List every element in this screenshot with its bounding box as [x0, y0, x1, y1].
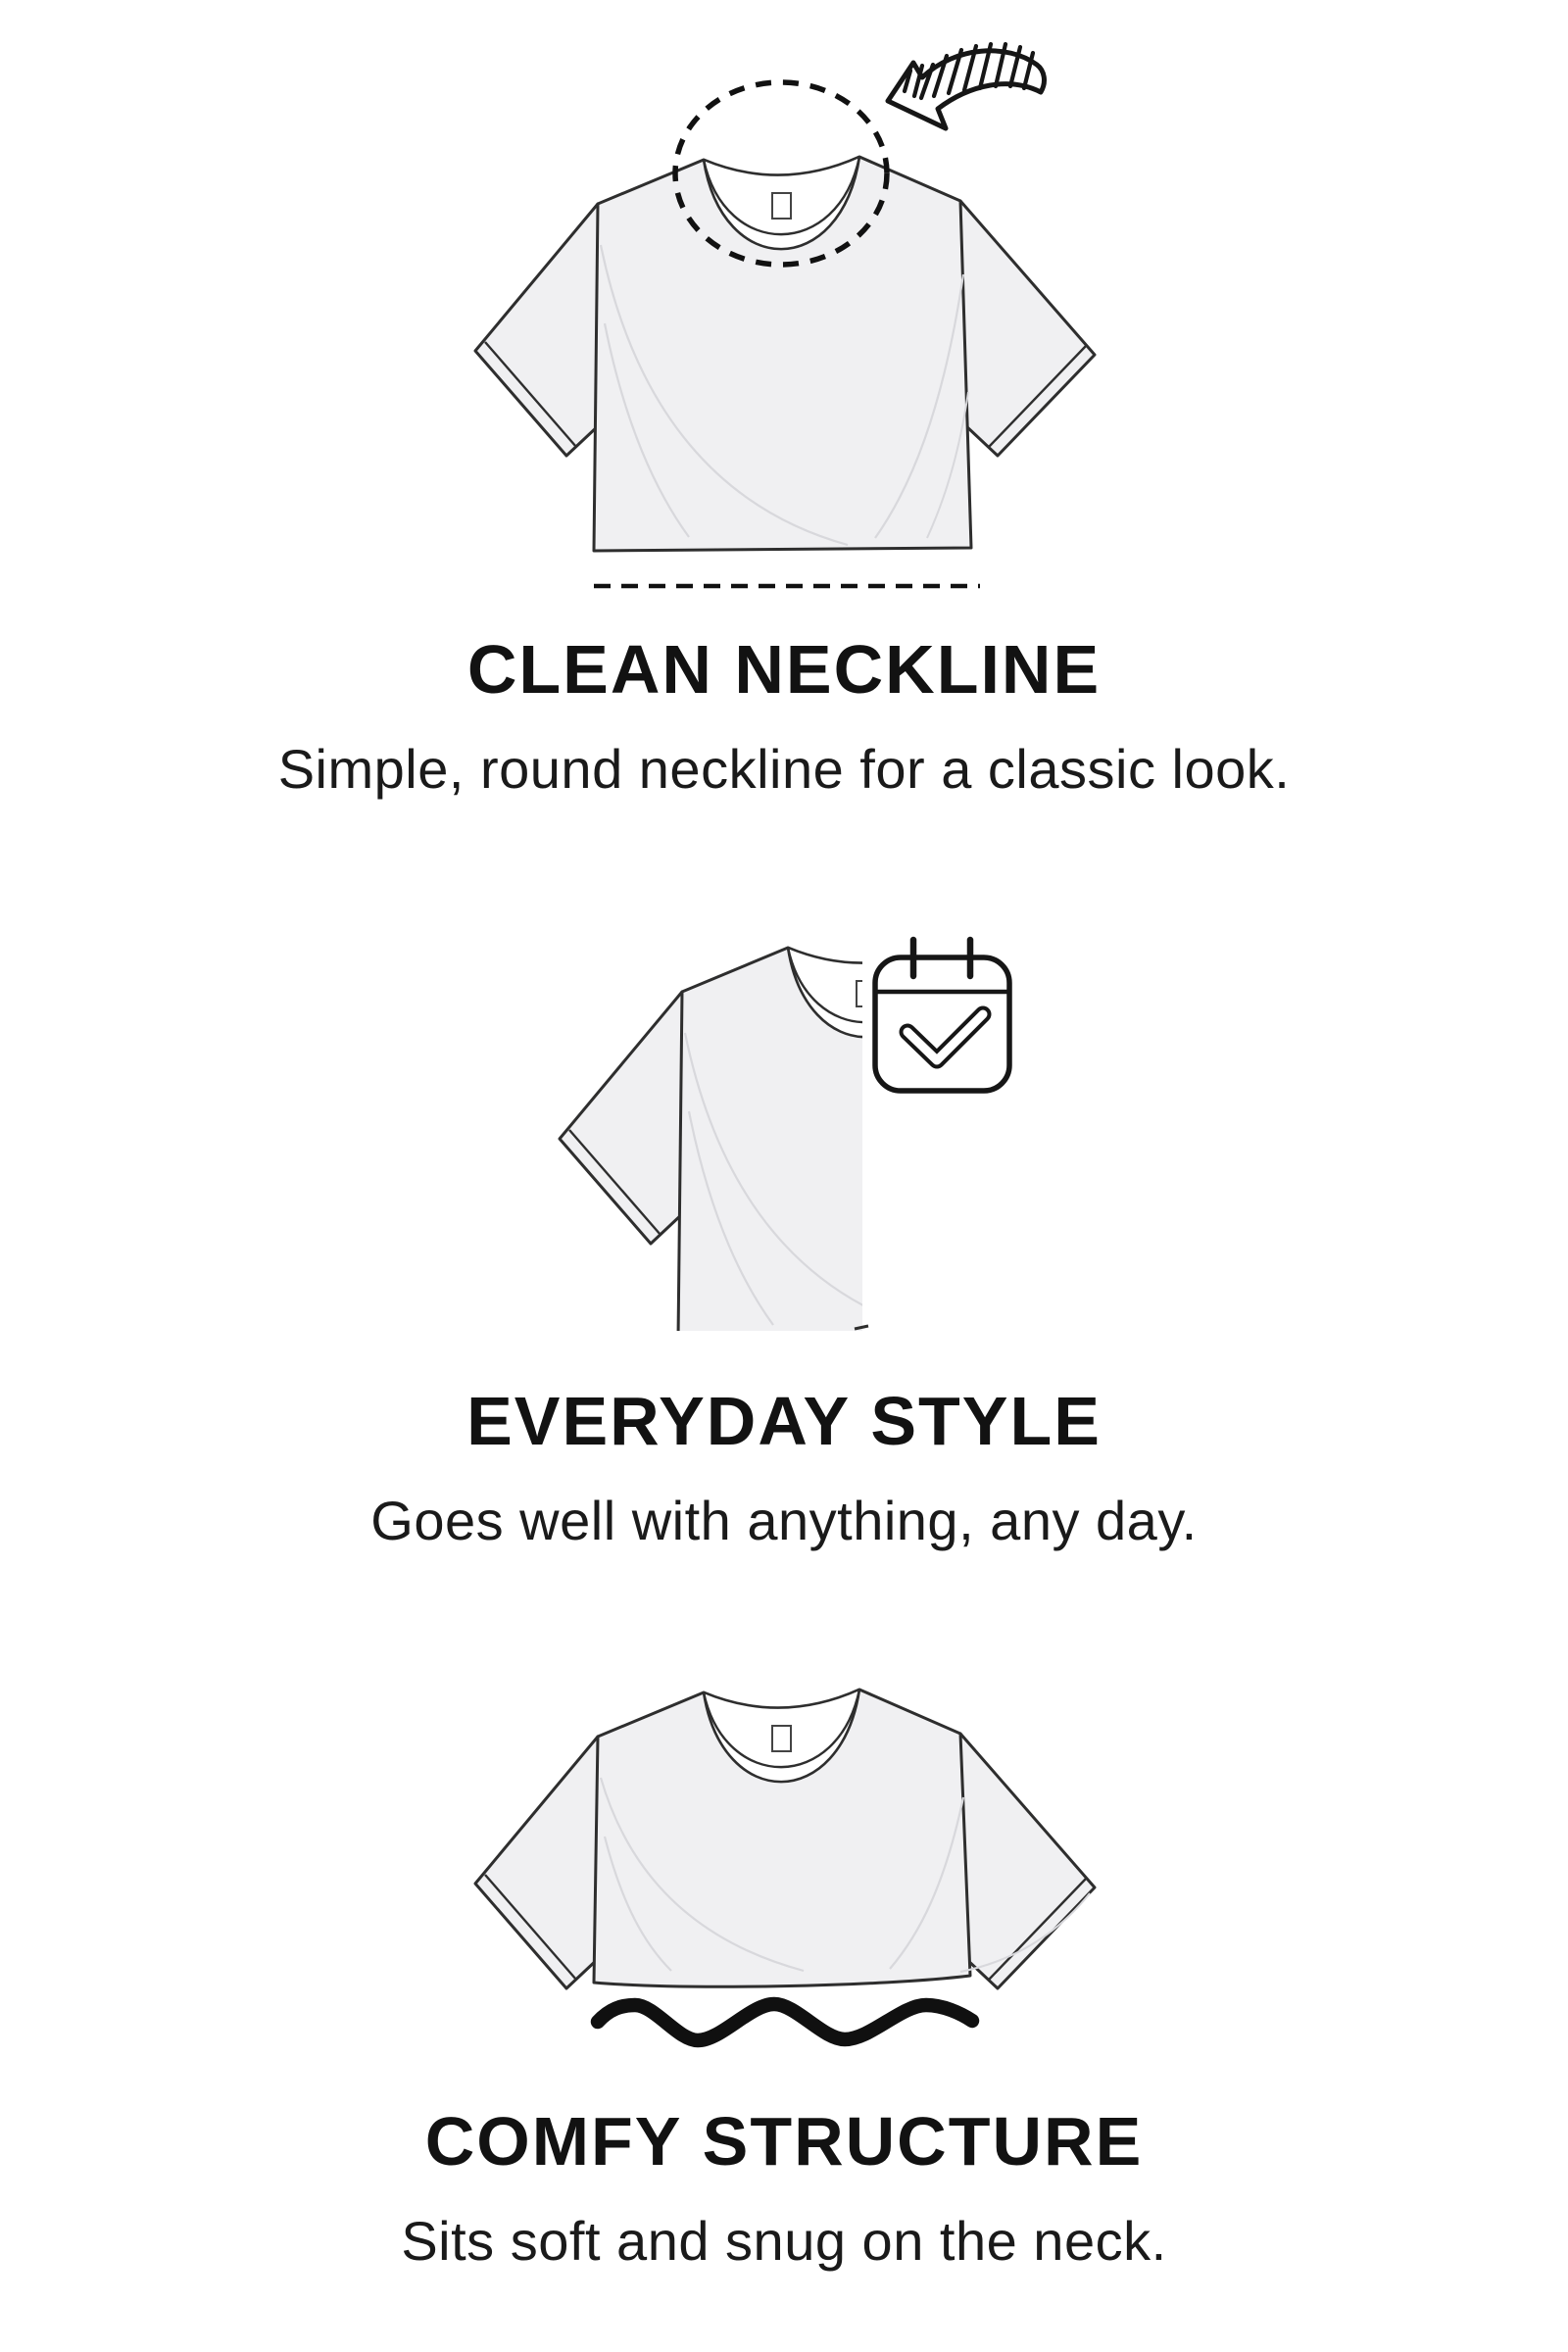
section-title: EVERYDAY STYLE: [466, 1383, 1102, 1459]
section-subtitle: Goes well with anything, any day.: [370, 1490, 1198, 1551]
clipped-tshirt-illustration: [560, 945, 1179, 1339]
tshirt-front-illustration: [475, 157, 1095, 551]
caption-clean-neckline: [0, 631, 1568, 800]
section-subtitle: Sits soft and snug on the neck.: [401, 2210, 1167, 2272]
section-clean-neckline-illustration: [475, 44, 1095, 586]
section-title: COMFY STRUCTURE: [424, 2103, 1144, 2180]
calendar-check-icon: [875, 940, 1009, 1091]
section-title: CLEAN NECKLINE: [466, 631, 1102, 708]
section-subtitle: Simple, round neckline for a classic look.: [277, 738, 1291, 800]
caption-comfy-structure: [0, 2103, 1568, 2272]
caption-everyday-style: [0, 1383, 1568, 1551]
sketch-arrow-icon: [888, 44, 1044, 128]
section-everyday-style-illustration: [560, 940, 1179, 1339]
section-comfy-structure-illustration: [475, 1690, 1095, 2040]
crop-tshirt-illustration: [475, 1690, 1095, 1988]
wavy-line-icon: [598, 2004, 972, 2040]
